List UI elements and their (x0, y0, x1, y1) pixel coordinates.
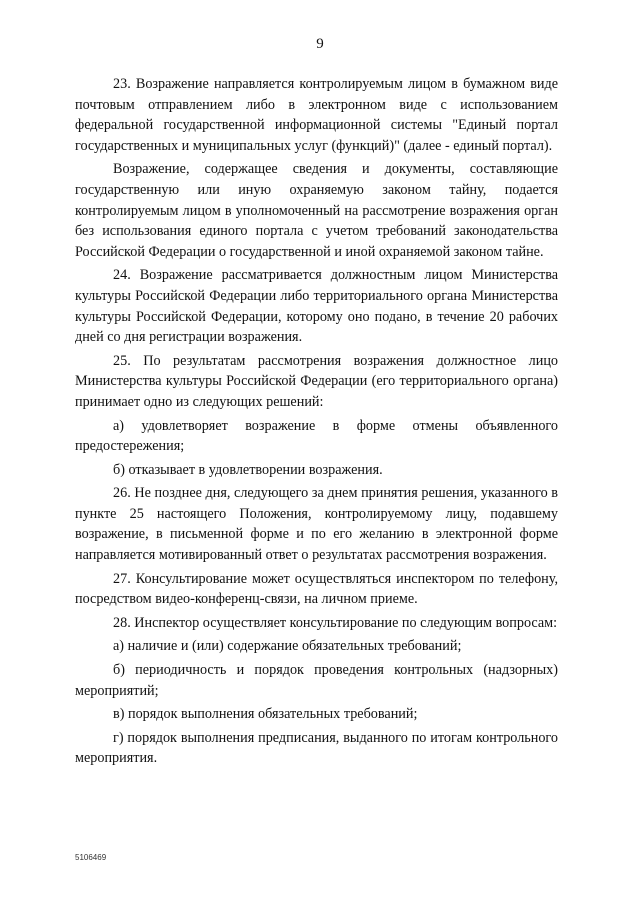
paragraph-23: 23. Возражение направляется контролируемым лицом в бумажном виде почтовым отправлением либо в электронном виде с использованием федеральной государственной информационной системы "Единый портал государственных и муниципальных услуг (функций)" (далее - единый портал). (75, 76, 558, 154)
document-body (75, 74, 558, 772)
paragraph-28-a: а) наличие и (или) содержание обязательных требований; (113, 638, 462, 655)
paragraph-28-b: б) периодичность и порядок проведения контрольных (надзорных) мероприятий; (75, 662, 558, 699)
paragraph-25-a: а) удовлетворяет возражение в форме отмены объявленного предостережения; (75, 417, 558, 455)
paragraph-27: 27. Консультирование может осуществляться инспектором по телефону, посредством видео-конференц-связи, на личном приеме. (75, 570, 558, 608)
document-id: 5106469 (75, 853, 107, 862)
paragraph-28: 28. Инспектор осуществляет консультирование по следующим вопросам: (113, 614, 558, 631)
paragraph-28-v: в) порядок выполнения обязательных требований; (113, 706, 418, 723)
paragraph-23-secret: Возражение, содержащее сведения и документы, составляющие государственную или иную охраняемую законом тайну, подается контролируемым лицом в уполномоченный на рассмотрение возражения орган без использования единого портала с учетом требований законодательства Российской Федерации о государственной и иной охраняемой законом тайне. (75, 161, 558, 260)
paragraph-25: 25. По результатам рассмотрения возражения должностное лицо Министерства культуры Российской Федерации (его территориального органа) принимает одно из следующих решений: (75, 352, 558, 410)
paragraph-26: 26. Не позднее дня, следующего за днем принятия решения, указанного в пункте 25 настоящего Положения, контролируемому лицу, подавшему возражение, в письменной форме и по его желанию в электронной форме направляется мотивированный ответ о результатах рассмотрения возражения. (75, 485, 558, 564)
paragraph-25-b: б) отказывает в удовлетворении возражения. (113, 461, 383, 478)
paragraph-24: 24. Возражение рассматривается должностным лицом Министерства культуры Российской Федерации либо территориального органа Министерства культуры Российской Федерации, которому оно подано, в течение 20 рабочих дней со дня регистрации возражения. (75, 267, 558, 346)
paragraph-28-g: г) порядок выполнения предписания, выданного по итогам контрольного мероприятия. (75, 729, 558, 767)
page-number: 9 (316, 36, 324, 52)
